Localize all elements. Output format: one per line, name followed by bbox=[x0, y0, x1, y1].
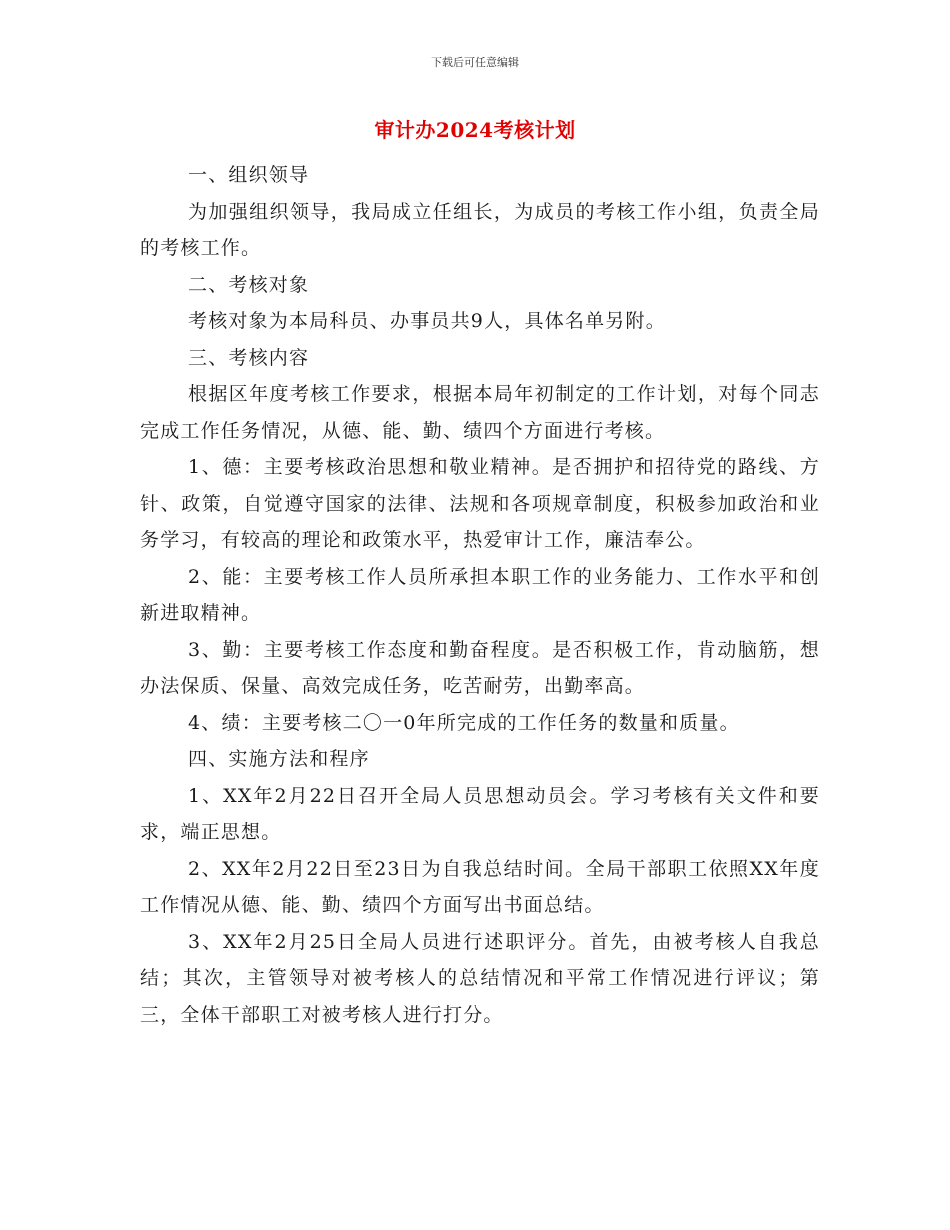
document-title: 审计办2024考核计划 bbox=[374, 118, 576, 142]
paragraph-step-1: 1、XX年2月22日召开全局人员思想动员会。学习考核有关文件和要求，端正思想。 bbox=[140, 784, 820, 843]
document-body bbox=[140, 157, 820, 1033]
paragraph-targets: 考核对象为本局科员、办事员共9人，具体名单另附。 bbox=[188, 310, 666, 332]
section-heading-3: 三、考核内容 bbox=[188, 346, 310, 369]
paragraph-step-2: 2、XX年2月22日至23日为自我总结时间。全局干部职工依照XX年度工作情况从德、能、勤、绩四个方面写出书面总结。 bbox=[140, 857, 820, 916]
section-heading-1: 一、组织领导 bbox=[188, 164, 310, 186]
section-heading-2: 二、考核对象 bbox=[188, 273, 310, 296]
paragraph-virtue: 1、德：主要考核政治思想和敬业精神。是否拥护和招待党的路线、方针、政策，自觉遵守国家的法律、法规和各项规章制度，积极参加政治和业务学习，有较高的理论和政策水平，热爱审计工作，廉洁奉公。 bbox=[140, 456, 820, 551]
paragraph-achievement: 4、绩：主要考核二〇一0年所完成的工作任务的数量和质量。 bbox=[188, 711, 740, 734]
paragraph-diligence: 3、勤：主要考核工作态度和勤奋程度。是否积极工作，肯动脑筋，想办法保质、保量、高效完成任务，吃苦耐劳，出勤率高。 bbox=[140, 638, 820, 697]
paragraph-ability: 2、能：主要考核工作人员所承担本职工作的业务能力、工作水平和创新进取精神。 bbox=[140, 565, 820, 624]
header-note: 下载后可任意编辑 bbox=[431, 56, 519, 69]
paragraph-step-3: 3、XX年2月25日全局人员进行述职评分。首先，由被考核人自我总结；其次，主管领导对被考核人的总结情况和平常工作情况进行评议；第三，全体干部职工对被考核人进行打分。 bbox=[140, 930, 820, 1026]
section-heading-4: 四、实施方法和程序 bbox=[188, 748, 370, 770]
paragraph-content: 根据区年度考核工作要求，根据本局年初制定的工作计划，对每个同志完成工作任务情况，从德、能、勤、绩四个方面进行考核。 bbox=[140, 383, 820, 442]
paragraph-organization: 为加强组织领导，我局成立任组长，为成员的考核工作小组，负责全局的考核工作。 bbox=[140, 200, 820, 259]
